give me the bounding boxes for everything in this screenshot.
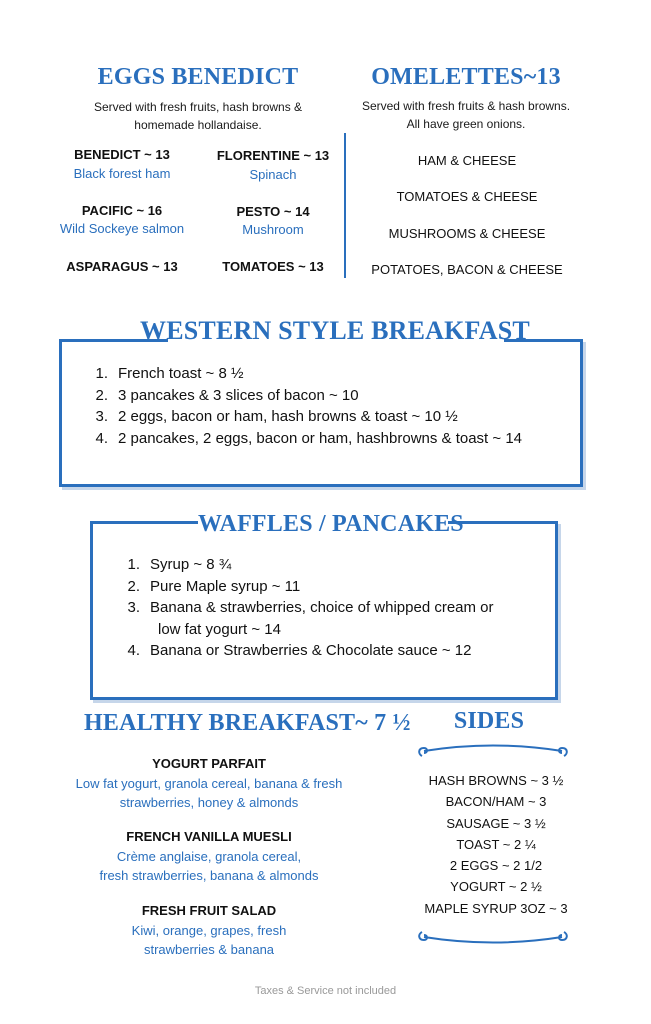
fresh-fruit-salad-name: FRESH FRUIT SALAD xyxy=(141,903,277,918)
yogurt-parfait-desc-line1: Low fat yogurt, granola cereal, banana & fresh xyxy=(75,776,343,791)
waffles-item-2-text: Pure Maple syrup ~ 11 xyxy=(150,577,301,595)
side-yogurt: YOGURT ~ 2 ½ xyxy=(450,879,542,895)
side-2-eggs: 2 EGGS ~ 2 1/2 xyxy=(449,858,543,874)
french-vanilla-muesli-desc-line1: Crème anglaise, granola cereal, xyxy=(116,849,302,864)
western-item-3-text: 2 eggs, bacon or ham, hash browns & toast ~ 10 ½ xyxy=(118,408,458,425)
yogurt-parfait-desc xyxy=(44,775,374,812)
side-hash-browns: HASH BROWNS ~ 3 ½ xyxy=(428,773,564,788)
pesto-desc: Mushroom xyxy=(242,222,304,237)
column-divider xyxy=(344,133,346,278)
western-item-2-num: 2. xyxy=(95,386,108,404)
omelettes-subtitle-line2: All have green onions. xyxy=(406,117,526,131)
fresh-fruit-salad-desc-line2: strawberries & banana xyxy=(143,941,275,957)
omelettes-subtitle-line1: Served with fresh fruits & hash browns. xyxy=(361,99,571,113)
western-item-4-num: 4. xyxy=(95,429,108,447)
fresh-fruit-salad-desc xyxy=(44,922,374,959)
eggs-benedict-subtitle-line1: Served with fresh fruits, hash browns & xyxy=(93,100,303,114)
omelette-potatoes-bacon-cheese: POTATOES, BACON & CHEESE xyxy=(371,262,563,277)
yogurt-parfait-name: YOGURT PARFAIT xyxy=(152,756,266,771)
eggs-benedict-subtitle-line2: homemade hollandaise. xyxy=(134,118,262,132)
french-vanilla-muesli-name: FRENCH VANILLA MUESLI xyxy=(126,829,292,844)
side-sausage: SAUSAGE ~ 3 ½ xyxy=(446,815,546,831)
tomatoes-benedict-name: TOMATOES ~ 13 xyxy=(222,259,324,274)
side-toast: TOAST ~ 2 ¼ xyxy=(456,836,536,852)
western-item-1-text: French toast ~ 8 ½ xyxy=(118,365,244,382)
yogurt-parfait-desc-line2: strawberries, honey & almonds xyxy=(119,794,299,810)
benedict-desc: Black forest ham xyxy=(73,166,171,181)
waffles-item-4-num: 4. xyxy=(127,642,140,659)
waffles-list xyxy=(118,554,494,662)
waffles-item-4 xyxy=(118,640,494,662)
waffles-item-1 xyxy=(118,554,494,576)
fresh-fruit-salad-desc-line1: Kiwi, orange, grapes, fresh xyxy=(131,923,287,938)
french-vanilla-muesli-desc xyxy=(44,848,374,885)
florentine-name: FLORENTINE ~ 13 xyxy=(216,148,330,163)
western-list xyxy=(86,363,522,449)
footer-note: Taxes & Service not included xyxy=(254,985,397,997)
omelette-ham-cheese: HAM & CHEESE xyxy=(417,153,517,168)
waffles-item-3-cont: low fat yogurt ~ 14 xyxy=(158,620,281,638)
sides-list xyxy=(396,770,596,919)
western-item-1 xyxy=(86,363,522,385)
pacific-name: PACIFIC ~ 16 xyxy=(81,203,163,218)
waffles-item-3 xyxy=(118,597,494,640)
healthy-title: HEALTHY BREAKFAST~ 7 ½ xyxy=(84,710,411,736)
western-item-1-num: 1. xyxy=(95,365,108,382)
sides-bottom-flourish xyxy=(414,926,572,946)
side-maple-syrup: MAPLE SYRUP 3OZ ~ 3 xyxy=(424,900,568,916)
western-item-4 xyxy=(86,428,522,450)
eggs-benedict-subtitle xyxy=(40,98,356,134)
waffles-item-4-text: Banana or Strawberries & Chocolate sauce ~ 12 xyxy=(150,642,472,659)
western-item-3 xyxy=(86,406,522,428)
omelettes-title: OMELETTES~13 xyxy=(371,64,561,90)
benedict-name: BENEDICT ~ 13 xyxy=(74,147,170,162)
western-item-4-text: 2 pancakes, 2 eggs, bacon or ham, hashbrowns & toast ~ 14 xyxy=(118,429,523,447)
western-item-2-text: 3 pancakes & 3 slices of bacon ~ 10 xyxy=(118,386,359,404)
waffles-title: WAFFLES / PANCAKES xyxy=(198,511,464,537)
western-title: WESTERN STYLE BREAKFAST xyxy=(140,316,530,345)
sides-title: SIDES xyxy=(453,708,525,734)
waffles-item-2 xyxy=(118,576,494,598)
waffles-item-1-text: Syrup ~ 8 ¾ xyxy=(150,556,232,573)
waffles-item-3-num: 3. xyxy=(127,599,140,616)
omelette-mushrooms-cheese: MUSHROOMS & CHEESE xyxy=(388,226,546,241)
waffles-item-1-num: 1. xyxy=(127,556,140,573)
french-vanilla-muesli-desc-line2: fresh strawberries, banana & almonds xyxy=(99,867,319,883)
pacific-desc: Wild Sockeye salmon xyxy=(59,221,185,236)
asparagus-name: ASPARAGUS ~ 13 xyxy=(66,259,178,274)
western-item-3-num: 3. xyxy=(95,408,108,425)
waffles-item-2-num: 2. xyxy=(127,577,140,595)
pesto-name: PESTO ~ 14 xyxy=(236,204,310,219)
side-bacon-ham: BACON/HAM ~ 3 xyxy=(445,794,547,810)
florentine-desc: Spinach xyxy=(249,167,297,182)
omelettes-subtitle xyxy=(346,97,586,133)
western-item-2 xyxy=(86,385,522,407)
eggs-benedict-title: EGGS BENEDICT xyxy=(97,64,299,90)
omelette-tomatoes-cheese: TOMATOES & CHEESE xyxy=(396,189,538,204)
waffles-item-3-text: Banana & strawberries, choice of whipped cream or xyxy=(150,599,494,616)
sides-top-flourish xyxy=(414,742,572,762)
